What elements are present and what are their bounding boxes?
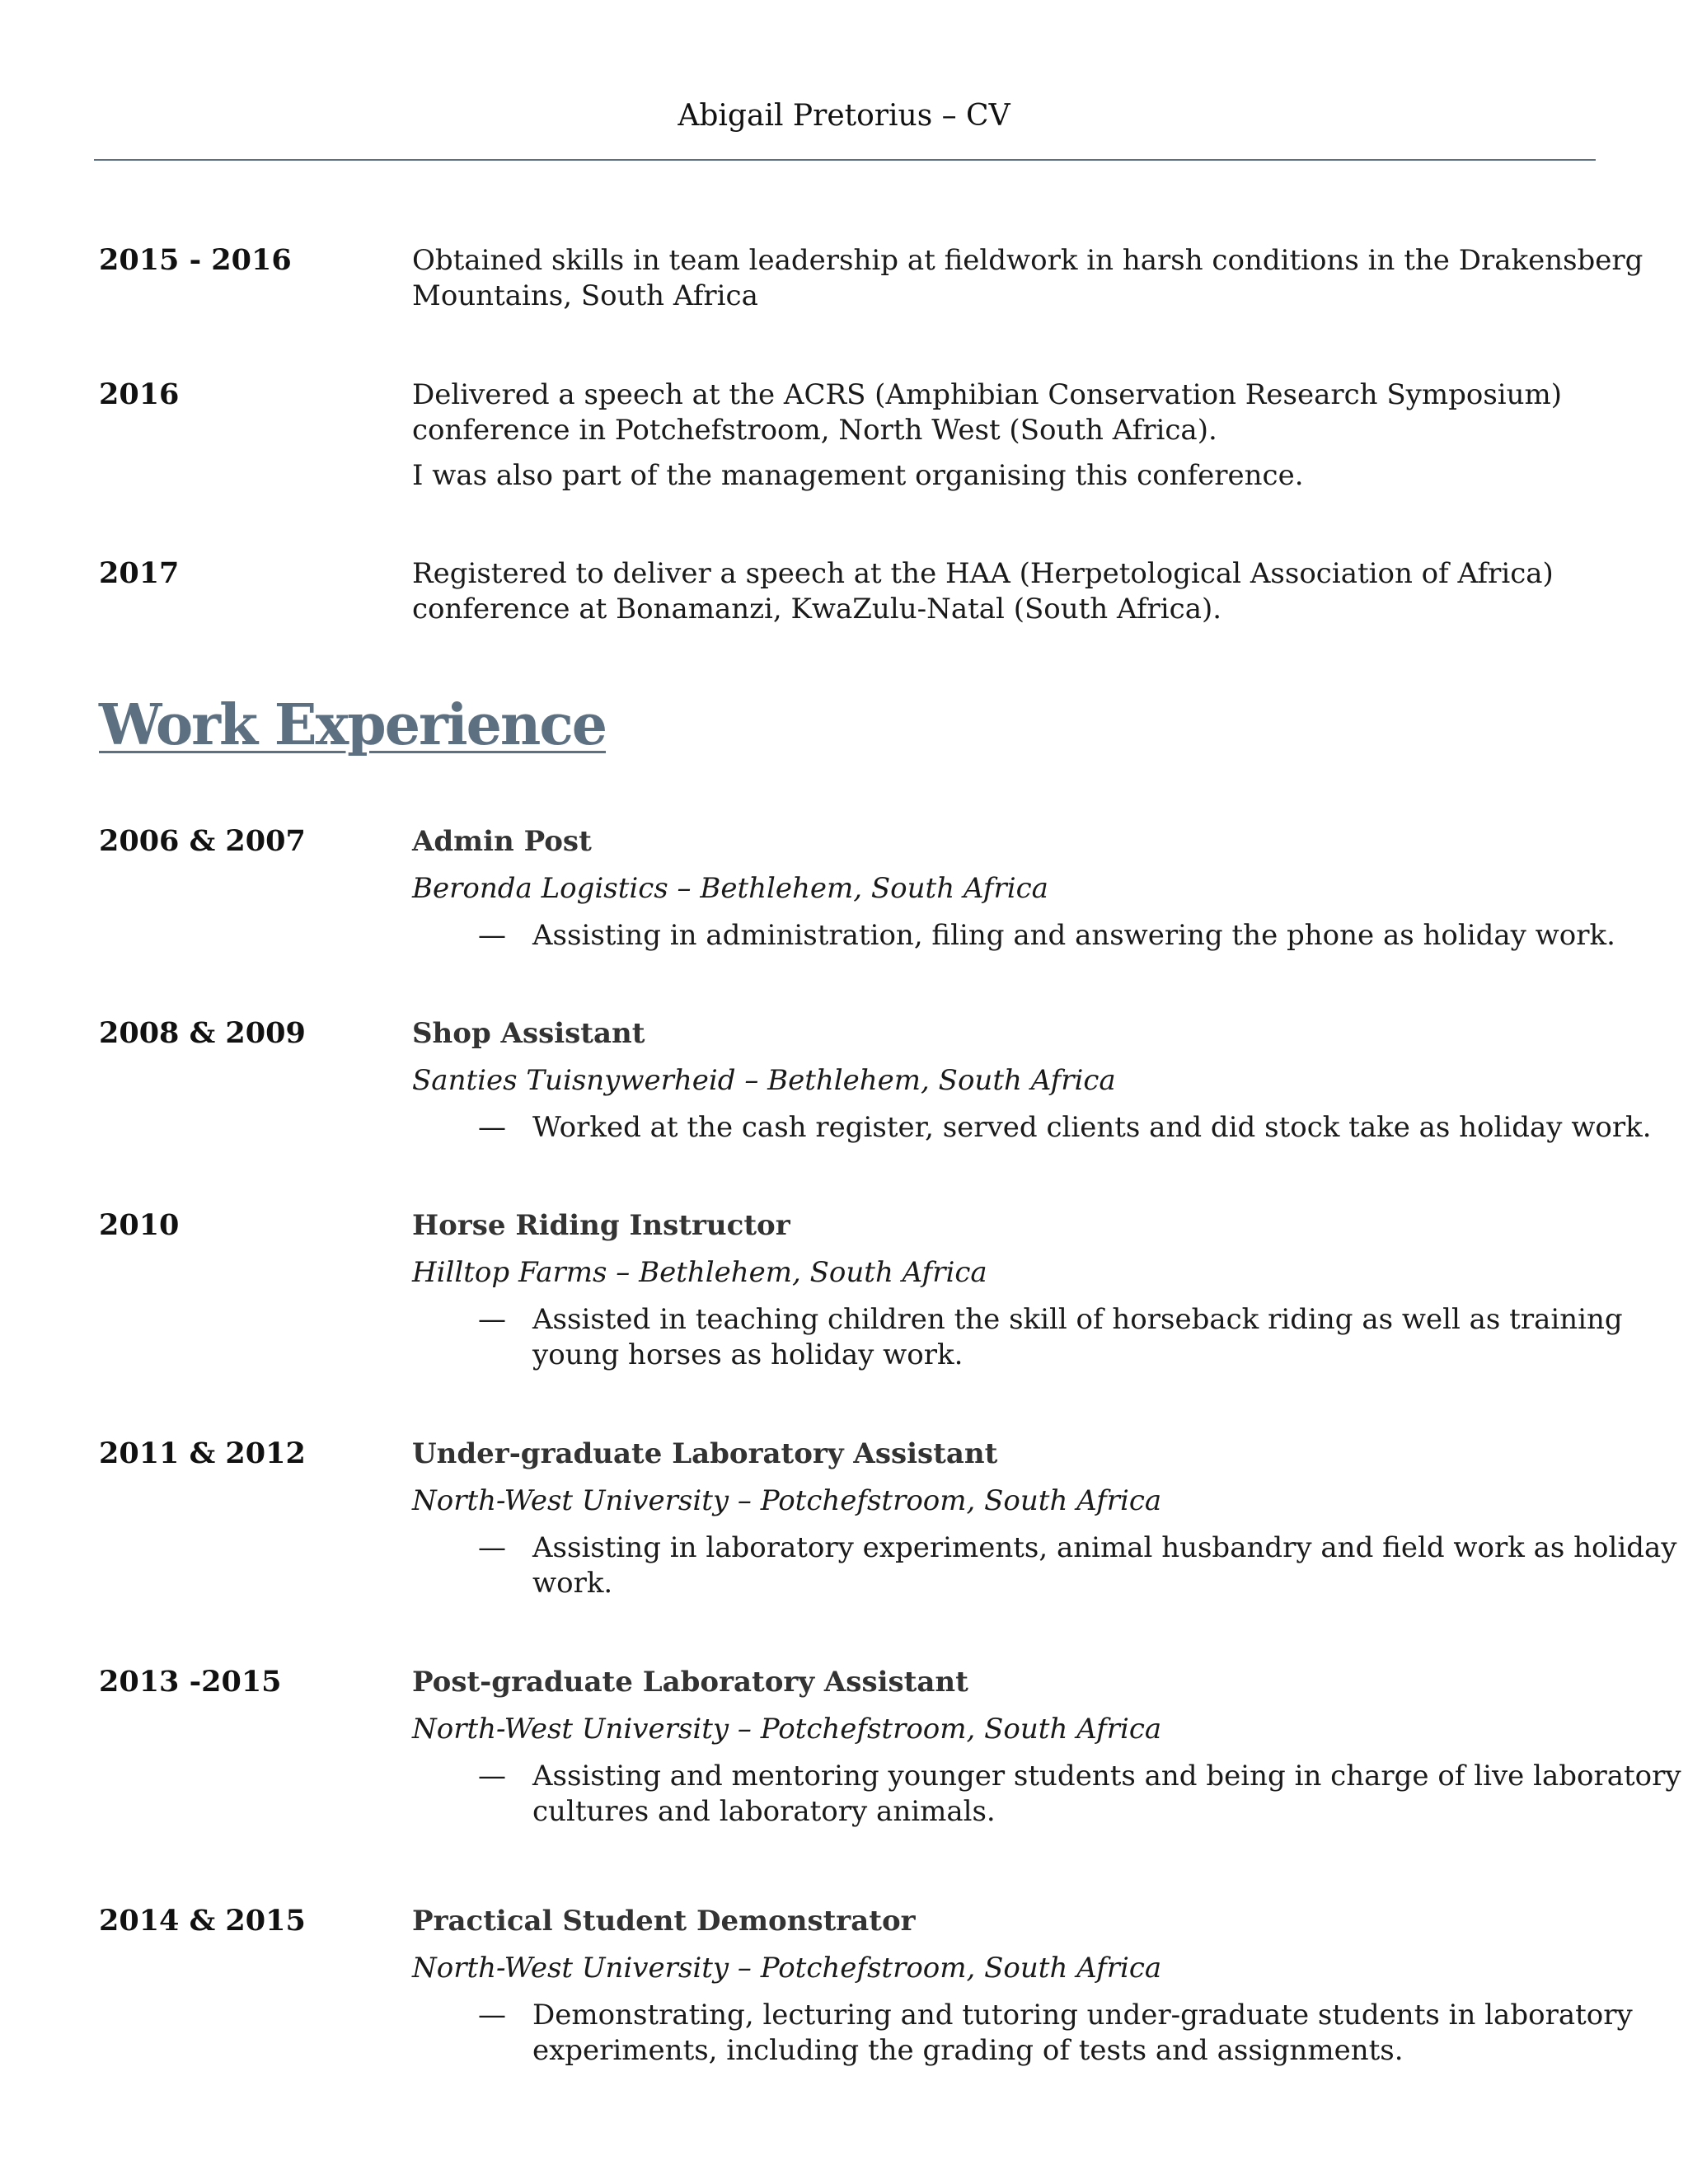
entry-paragraph: Registered to deliver a speech at the HAA (Herpetological Association of Africa) conference at Bonamanzi, KwaZulu-Natal (South Africa). <box>412 557 1554 626</box>
dash-bullet-icon: — <box>478 919 506 952</box>
entry-paragraph: Obtained skills in team leadership at fieldwork in harsh conditions in the Drakensberg Mountains, South Africa <box>412 244 1643 312</box>
job-year: 2006 & 2007 <box>99 824 306 858</box>
job-duty-text: Demonstrating, lecturing and tutoring under-graduate students in laboratory experiments, including the grading of tests and assignments. <box>532 1999 1633 2067</box>
entry-body <box>412 243 1688 324</box>
job-title: Under-graduate Laboratory Assistant <box>412 1437 998 1470</box>
job-body <box>412 1016 1688 1146</box>
job-title: Admin Post <box>412 825 592 858</box>
job-year: 2013 -2015 <box>99 1665 282 1699</box>
job-organisation: North-West University – Potchefstroom, South Africa <box>412 1484 1162 1517</box>
job-body <box>412 1208 1688 1373</box>
job-organisation: Hilltop Farms – Bethlehem, South Africa <box>412 1256 987 1289</box>
job-body <box>412 1436 1688 1601</box>
job-organisation: North-West University – Potchefstroom, South Africa <box>412 1713 1162 1746</box>
job-year: 2011 & 2012 <box>99 1436 306 1470</box>
job-year: 2010 <box>99 1208 180 1242</box>
work-experience-heading: Work Experience <box>99 692 607 758</box>
job-duty <box>412 918 1688 954</box>
dash-bullet-icon: — <box>478 1111 506 1144</box>
entry-year: 2016 <box>99 377 180 411</box>
job-duty <box>412 1110 1688 1146</box>
job-duty-text: Assisted in teaching children the skill of horseback riding as well as training young horses as holiday work. <box>532 1303 1623 1371</box>
dash-bullet-icon: — <box>478 1531 506 1564</box>
entry-year: 2015 - 2016 <box>99 243 292 277</box>
dash-bullet-icon: — <box>478 1760 506 1793</box>
header-divider <box>94 159 1596 161</box>
job-title: Post-graduate Laboratory Assistant <box>412 1666 968 1699</box>
job-duty-text: Worked at the cash register, served clients and did stock take as holiday work. <box>532 1111 1652 1144</box>
job-title: Shop Assistant <box>412 1017 645 1050</box>
job-duty <box>412 1530 1688 1601</box>
entry-body <box>412 377 1688 504</box>
dash-bullet-icon: — <box>478 1999 506 2032</box>
job-duty <box>412 1759 1688 1830</box>
job-organisation: North-West University – Potchefstroom, South Africa <box>412 1952 1162 1985</box>
entry-paragraph: I was also part of the management organising this conference. <box>412 459 1304 492</box>
entry-body <box>412 556 1688 637</box>
entry-year: 2017 <box>99 556 180 590</box>
job-title: Practical Student Demonstrator <box>412 1905 916 1938</box>
job-body <box>412 1904 1688 2069</box>
job-body <box>412 1665 1688 1830</box>
job-year: 2014 & 2015 <box>99 1904 306 1938</box>
job-title: Horse Riding Instructor <box>412 1209 790 1242</box>
entry-paragraph: Delivered a speech at the ACRS (Amphibian Conservation Research Symposium) conference in Potchefstroom, North West (South Africa). <box>412 378 1563 447</box>
page-header-title: Abigail Pretorius – CV <box>678 99 1010 133</box>
job-duty <box>412 1998 1688 2069</box>
job-duty-text: Assisting in administration, filing and answering the phone as holiday work. <box>532 919 1615 952</box>
job-organisation: Beronda Logistics – Bethlehem, South Africa <box>412 872 1048 905</box>
job-organisation: Santies Tuisnywerheid – Bethlehem, South Africa <box>412 1064 1116 1097</box>
job-duty-text: Assisting in laboratory experiments, animal husbandry and field work as holiday work. <box>532 1531 1677 1600</box>
job-year: 2008 & 2009 <box>99 1016 306 1050</box>
job-duty-text: Assisting and mentoring younger students and being in charge of live laboratory cultures and laboratory animals. <box>532 1760 1681 1828</box>
job-body <box>412 824 1688 954</box>
job-duty <box>412 1302 1688 1373</box>
dash-bullet-icon: — <box>478 1303 506 1336</box>
